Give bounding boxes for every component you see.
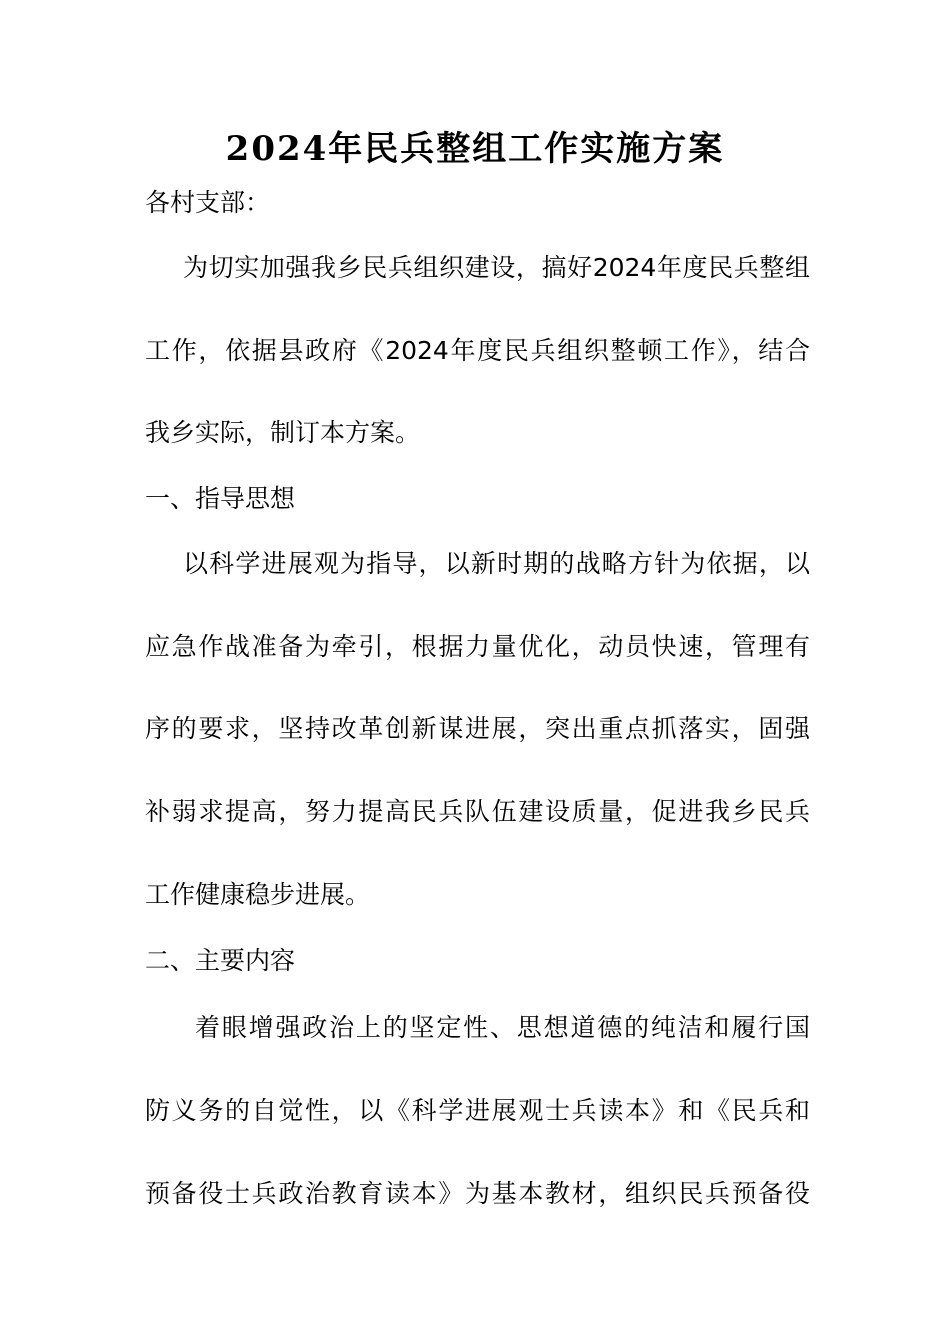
section2-line-3: 预备役士兵政治教育读本》为基本教材，组织民兵预备役	[145, 1179, 810, 1208]
section1-line-3: 序的要求，坚持改革创新谋进展，突出重点抓落实，固强	[145, 714, 810, 743]
intro-line-1: 为切实加强我乡民兵组织建设，搞好2024年度民兵整组	[183, 253, 810, 282]
intro-line-3: 我乡实际，制订本方案。	[145, 418, 421, 447]
section2-line-1: 着眼增强政治上的坚定性、思想道德的纯洁和履行国	[195, 1013, 810, 1042]
section1-line-1: 以科学进展观为指导，以新时期的战略方针为依据，以	[183, 549, 810, 578]
section1-line-2: 应急作战准备为牵引，根据力量优化，动员快速，管理有	[145, 632, 810, 661]
section2-heading: 二、主要内容	[145, 946, 296, 975]
document-title: 2024年民兵整组工作实施方案	[225, 129, 725, 169]
section1-line-5: 工作健康稳步进展。	[145, 880, 371, 909]
section1-line-4: 补弱求提高，努力提高民兵队伍建设质量，促进我乡民兵	[145, 797, 810, 826]
intro-line-2: 工作，依据县政府《2024年度民兵组织整顿工作》，结合	[145, 336, 810, 365]
section2-line-2: 防义务的自觉性，以《科学进展观士兵读本》和《民兵和	[145, 1096, 810, 1125]
section1-heading: 一、指导思想	[145, 484, 296, 513]
salutation: 各村支部：	[145, 188, 271, 217]
